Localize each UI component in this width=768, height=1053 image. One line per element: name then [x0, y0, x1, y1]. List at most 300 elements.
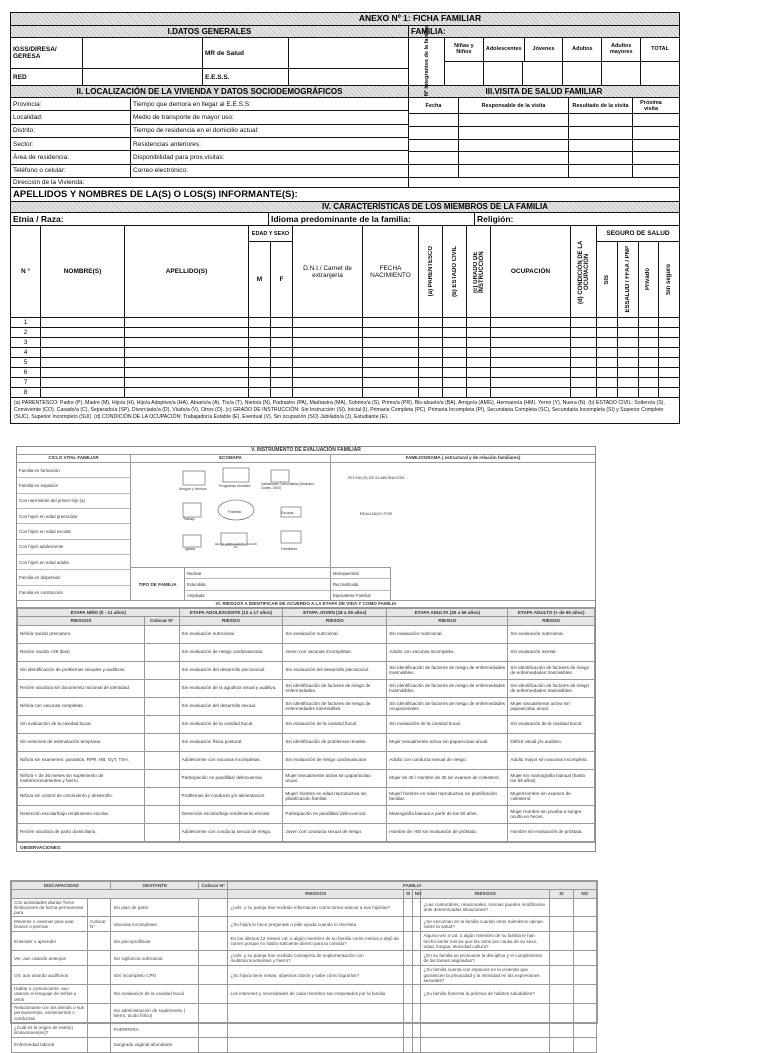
- seguro-cell[interactable]: [659, 378, 679, 387]
- tipo-familia-item: Monoparental: [331, 568, 390, 579]
- member-cell[interactable]: [41, 348, 125, 357]
- visit-cell[interactable]: [633, 165, 669, 177]
- member-cell[interactable]: [491, 338, 571, 347]
- member-cell[interactable]: [125, 388, 249, 397]
- familia-col-5: TOTAL: [651, 46, 669, 53]
- familia-value-4[interactable]: [602, 62, 641, 85]
- risk-cell: Adulto con vacunas incompleta.: [387, 643, 508, 661]
- eco-box-amigos: [183, 471, 205, 485]
- member-cell[interactable]: [293, 318, 363, 327]
- visit-cell[interactable]: [633, 114, 669, 126]
- member-cell[interactable]: [363, 378, 419, 387]
- risk-colocar-cell[interactable]: [144, 679, 179, 697]
- disc-colocar-cell[interactable]: [88, 898, 111, 917]
- risk-cell: Niño/a < de 36 meses sin suplemento de multimicronutrientes y hierro.: [18, 769, 145, 787]
- no-cell[interactable]: [412, 985, 421, 1004]
- seguro-cell[interactable]: [639, 378, 660, 387]
- member-cell[interactable]: [125, 358, 249, 367]
- seguro-cell[interactable]: [597, 388, 618, 397]
- risk-cell: Deserción escolar/bajo rendimiento escolar.: [18, 805, 145, 823]
- gest-colocar-cell[interactable]: [199, 932, 228, 951]
- gest-colocar-cell[interactable]: [199, 1037, 228, 1052]
- si-cell[interactable]: [403, 966, 412, 985]
- si-cell[interactable]: [550, 966, 573, 985]
- visit-cell[interactable]: [569, 165, 633, 177]
- no-cell[interactable]: [412, 1037, 421, 1052]
- member-cell[interactable]: [125, 318, 249, 327]
- no-cell[interactable]: [573, 1003, 596, 1022]
- member-cell[interactable]: [467, 368, 491, 377]
- red-value[interactable]: [83, 69, 203, 85]
- seguro-cell[interactable]: [659, 328, 679, 337]
- member-cell[interactable]: [491, 328, 571, 337]
- member-cell[interactable]: [467, 318, 491, 327]
- member-cell[interactable]: [293, 348, 363, 357]
- seguro-cell[interactable]: [618, 328, 639, 337]
- risk-colocar-cell[interactable]: [144, 715, 179, 733]
- member-cell[interactable]: [293, 368, 363, 377]
- seguro-cell[interactable]: [659, 318, 679, 327]
- member-cell[interactable]: [467, 338, 491, 347]
- seguro-cell[interactable]: [659, 368, 679, 377]
- seguro-cell[interactable]: [639, 358, 660, 367]
- member-cell[interactable]: [41, 378, 125, 387]
- no-cell[interactable]: [412, 898, 421, 917]
- member-cell[interactable]: [363, 338, 419, 347]
- seguro-cell[interactable]: [659, 338, 679, 347]
- member-row: [11, 358, 679, 368]
- no-cell[interactable]: [573, 898, 596, 917]
- gest-item: Vacunas incompletas: [111, 917, 199, 932]
- member-cell[interactable]: [271, 388, 293, 397]
- familia-col-0: Niñas y Niños: [445, 38, 484, 61]
- visit-cell[interactable]: [459, 140, 569, 152]
- member-cell[interactable]: [467, 378, 491, 387]
- si-cell[interactable]: [550, 1003, 573, 1022]
- risk-colocar-cell[interactable]: [144, 625, 179, 643]
- disc-item: Oír, aun usando audífonos: [12, 966, 88, 985]
- visit-cell[interactable]: [569, 114, 633, 126]
- disc-colocar-cell[interactable]: [88, 966, 111, 985]
- visit-cell[interactable]: [409, 165, 459, 177]
- si-cell[interactable]: [403, 898, 412, 917]
- familia-value-5[interactable]: [641, 62, 679, 85]
- familia-value-0[interactable]: [445, 62, 484, 85]
- member-cell[interactable]: [249, 348, 271, 357]
- no-cell[interactable]: [412, 1022, 421, 1037]
- familia-riesgo-2: ¿Su familia fomenta la práctica de hábitos saludables?: [421, 985, 550, 1004]
- eco-label-iglesia: Iglesia: [185, 547, 196, 551]
- risk-colocar-cell[interactable]: [144, 787, 179, 805]
- risk-cell: Mujer sexualmente activa sin papanicolau anual.: [387, 733, 508, 751]
- member-cell[interactable]: [571, 338, 597, 347]
- member-cell[interactable]: [419, 378, 443, 387]
- si-cell[interactable]: [403, 932, 412, 951]
- member-cell[interactable]: [491, 318, 571, 327]
- familia-riesgo-2: Alguna vez a Ud. o algún miembro de su familia le han hecho sentir menos que los otros por causa de su sexo, edad, lengua, etnicidad cultura?: [421, 932, 550, 951]
- seguro-cell[interactable]: [639, 338, 660, 347]
- member-cell[interactable]: [271, 328, 293, 337]
- familia-riesgo-1: ¿Uds. y su pareja han recibido consejería de suplementación con multimicronutrientes y hierro?: [228, 951, 404, 966]
- col-fecha: FECHA NACIMIENTO: [363, 226, 419, 317]
- member-cell[interactable]: [467, 348, 491, 357]
- member-cell[interactable]: [491, 368, 571, 377]
- no-cell[interactable]: [412, 1003, 421, 1022]
- col-parentesco: (a) PARENTESCO: [427, 246, 434, 297]
- visit-cell[interactable]: [633, 140, 669, 152]
- ciclo-item: Familia en contracción: [19, 590, 63, 596]
- disc-colocar-cell[interactable]: [88, 932, 111, 951]
- member-row: [11, 318, 679, 328]
- gest-colocar-cell[interactable]: [199, 951, 228, 966]
- risk-row: [18, 715, 595, 733]
- disc-colocar-cell[interactable]: Colocar N°: [88, 917, 111, 932]
- seguro-cell[interactable]: [618, 378, 639, 387]
- member-cell[interactable]: [443, 318, 467, 327]
- member-cell[interactable]: [125, 348, 249, 357]
- familia-value-2[interactable]: [523, 62, 562, 85]
- risk-colocar-cell[interactable]: [144, 751, 179, 769]
- visit-cell[interactable]: [409, 127, 459, 139]
- member-cell[interactable]: [363, 318, 419, 327]
- visit-col-0: Fecha: [409, 98, 459, 113]
- no3-header: NO: [412, 890, 421, 898]
- member-cell[interactable]: [571, 388, 597, 397]
- member-cell[interactable]: [125, 328, 249, 337]
- member-cell[interactable]: [491, 358, 571, 367]
- member-cell[interactable]: [571, 368, 597, 377]
- member-cell[interactable]: [443, 358, 467, 367]
- visit-cell[interactable]: [409, 140, 459, 152]
- member-cell[interactable]: [271, 358, 293, 367]
- ciclo-item: Familia en dispersión: [17, 570, 130, 585]
- member-cell[interactable]: [125, 378, 249, 387]
- member-cell[interactable]: [571, 378, 597, 387]
- no-cell[interactable]: [573, 1037, 596, 1052]
- seguro-cell[interactable]: [618, 388, 639, 397]
- eco-label-programas: Programas Sociales: [219, 484, 251, 488]
- member-cell[interactable]: [271, 378, 293, 387]
- seguro-cell[interactable]: [639, 328, 660, 337]
- risk-row: [18, 751, 595, 769]
- member-cell[interactable]: [443, 368, 467, 377]
- si-cell[interactable]: [550, 951, 573, 966]
- loc-row: [11, 151, 408, 164]
- member-cell[interactable]: [571, 358, 597, 367]
- member-cell[interactable]: [419, 338, 443, 347]
- familia-value-3[interactable]: [563, 62, 602, 85]
- no-cell[interactable]: [573, 917, 596, 932]
- gest-colocar-cell[interactable]: [199, 1022, 228, 1037]
- member-cell[interactable]: [467, 388, 491, 397]
- familia-riesgo-2: [421, 1037, 550, 1052]
- member-cell[interactable]: [363, 348, 419, 357]
- member-cell[interactable]: [125, 338, 249, 347]
- visit-cell[interactable]: [459, 127, 569, 139]
- col-m: M: [249, 242, 271, 317]
- risk-subheader: RIESGO: [508, 617, 595, 625]
- no-cell[interactable]: [573, 932, 596, 951]
- seguro-cell[interactable]: [597, 368, 618, 377]
- seguro-cell[interactable]: [597, 348, 618, 357]
- risk-subheader: Colocar N°: [144, 617, 179, 625]
- p3-row: [12, 898, 597, 917]
- member-cell[interactable]: [363, 358, 419, 367]
- member-cell[interactable]: [293, 338, 363, 347]
- gest-colocar-cell[interactable]: [199, 898, 228, 917]
- risk-colocar-cell[interactable]: [144, 643, 179, 661]
- familia-riesgo-2: ¿En su familia se promueve la disciplina y el cumplimiento de las tareas asignadas?: [421, 951, 550, 966]
- risk-cell: Sin evaluación nutricional.: [387, 625, 508, 643]
- risk-colocar-cell[interactable]: [144, 733, 179, 751]
- loc-row: [11, 98, 408, 111]
- seguro-cell[interactable]: [659, 348, 679, 357]
- member-row: [11, 378, 679, 388]
- risk-cell: Mujer de 45 / Hombre de 35 sin examen de colesterol.: [387, 769, 508, 787]
- member-cell[interactable]: [419, 388, 443, 397]
- seguro-cell[interactable]: [597, 358, 618, 367]
- visit-cell[interactable]: [459, 152, 569, 164]
- si-cell[interactable]: [550, 985, 573, 1004]
- member-cell[interactable]: [419, 328, 443, 337]
- member-cell[interactable]: [41, 368, 125, 377]
- risk-colocar-cell[interactable]: [144, 805, 179, 823]
- risk-row: [18, 643, 595, 661]
- member-cell[interactable]: [443, 388, 467, 397]
- si3b-header: SI: [550, 890, 573, 898]
- si-cell[interactable]: [403, 985, 412, 1004]
- risk-cell: Recién nacido <28 días): [18, 643, 145, 661]
- visit-cell[interactable]: [569, 140, 633, 152]
- familia-riesgo-1: [228, 1022, 404, 1037]
- member-cell[interactable]: [571, 328, 597, 337]
- gest-item: Sin administración de suplemento ( hierro, ácido fólico): [111, 1003, 199, 1022]
- tipo-familia-item: Ampliada: [187, 593, 205, 599]
- no-cell[interactable]: [412, 951, 421, 966]
- member-cell[interactable]: [293, 328, 363, 337]
- gest-colocar-cell[interactable]: [199, 1003, 228, 1022]
- mr-label: MR de Salud: [203, 38, 289, 68]
- seguro-cell[interactable]: [659, 358, 679, 367]
- risk-row: [18, 769, 595, 787]
- gest-colocar-cell[interactable]: [199, 966, 228, 985]
- disc-colocar-cell[interactable]: [88, 1037, 111, 1052]
- member-cell[interactable]: [271, 348, 293, 357]
- member-cell[interactable]: [443, 328, 467, 337]
- idioma-label: Idioma predominante de la familia:: [269, 213, 475, 225]
- member-cell[interactable]: [249, 338, 271, 347]
- si-cell[interactable]: [403, 917, 412, 932]
- member-cell[interactable]: [491, 378, 571, 387]
- member-cell[interactable]: [249, 328, 271, 337]
- member-cell[interactable]: [41, 388, 125, 397]
- si-cell[interactable]: [403, 1003, 412, 1022]
- visit-cell[interactable]: [409, 152, 459, 164]
- visit-cell[interactable]: [569, 152, 633, 164]
- visit-cell[interactable]: [633, 127, 669, 139]
- member-cell[interactable]: [571, 348, 597, 357]
- col-ocupacion: OCUPACIÓN: [491, 226, 571, 317]
- member-number: 2: [11, 328, 41, 337]
- col-apellido: APELLIDO(S): [125, 226, 249, 317]
- member-cell[interactable]: [419, 318, 443, 327]
- seguro-cell[interactable]: [639, 318, 660, 327]
- no-cell[interactable]: [573, 985, 596, 1004]
- igss-value[interactable]: [83, 38, 203, 68]
- stage-header: ETAPA ADULTO (+ de 60 años): [508, 609, 595, 617]
- member-cell[interactable]: [271, 338, 293, 347]
- seguro-cell[interactable]: [597, 328, 618, 337]
- eco-box-trabajo: [183, 503, 201, 517]
- risk-cell: Sin evaluación de la cavidad bucal.: [387, 715, 508, 733]
- member-cell[interactable]: [249, 368, 271, 377]
- member-cell[interactable]: [125, 368, 249, 377]
- visit-cell[interactable]: [569, 127, 633, 139]
- si-cell[interactable]: [550, 932, 573, 951]
- loc-right-label: Residencias anteriores:: [133, 140, 201, 148]
- risk-cell: Sin evaluación física postural.: [179, 733, 283, 751]
- gest-header: GESTANTE: [111, 882, 199, 890]
- si-cell[interactable]: [550, 917, 573, 932]
- member-cell[interactable]: [419, 358, 443, 367]
- si-cell[interactable]: [550, 1037, 573, 1052]
- risk-cell: Sin identificación de factores de riesgo de enfermedades trasmisibles.: [387, 661, 508, 679]
- si-cell[interactable]: [550, 1022, 573, 1037]
- religion-label: Religión:: [477, 214, 514, 224]
- disc-colocar-cell[interactable]: [88, 1003, 111, 1022]
- section-iv-header: IV. CARACTERÍSTICAS DE LOS MIEMBROS DE LA FAMILIA: [321, 202, 549, 211]
- familia-value-1[interactable]: [484, 62, 523, 85]
- loc-left-label: Área de residencia:: [11, 151, 131, 163]
- no-cell[interactable]: [573, 1022, 596, 1037]
- seguro-cell[interactable]: [597, 338, 618, 347]
- no-cell[interactable]: [412, 932, 421, 951]
- seguro-cell[interactable]: [618, 358, 639, 367]
- disc-item: ¿Cuál es la origen de este(s) limitaciones(es)?: [12, 1022, 88, 1037]
- seguro-cell[interactable]: [597, 318, 618, 327]
- si-cell[interactable]: [403, 1037, 412, 1052]
- gest-colocar-cell[interactable]: [199, 917, 228, 932]
- risk-colocar-cell[interactable]: [144, 697, 179, 715]
- risk-cell: Sin evaluación del desarrollo psicosocial.: [179, 661, 283, 679]
- member-cell[interactable]: [293, 378, 363, 387]
- visit-cell[interactable]: [459, 114, 569, 126]
- no-cell[interactable]: [412, 966, 421, 985]
- member-cell[interactable]: [443, 378, 467, 387]
- member-cell[interactable]: [293, 388, 363, 397]
- familia-riesgo-1: ¿Uds. y su pareja han recibido información como tomar educar a sus hijos/as?: [228, 898, 404, 917]
- disc-colocar-cell[interactable]: [88, 985, 111, 1004]
- member-cell[interactable]: [363, 368, 419, 377]
- disc-colocar-cell[interactable]: [88, 1022, 111, 1037]
- member-cell[interactable]: [41, 338, 125, 347]
- no-cell[interactable]: [573, 951, 596, 966]
- member-cell[interactable]: [41, 318, 125, 327]
- member-cell[interactable]: [41, 358, 125, 367]
- risk-cell: Sin evaluación de riesgo cardiovascular.: [179, 643, 283, 661]
- member-cell[interactable]: [293, 358, 363, 367]
- member-cell[interactable]: [443, 348, 467, 357]
- loc-row: [11, 165, 408, 177]
- col-f: F: [279, 276, 284, 283]
- visit-header-row: [409, 98, 679, 114]
- seguro-cell[interactable]: [639, 388, 660, 397]
- mr-value[interactable]: [289, 38, 408, 68]
- seguro-cell[interactable]: [639, 348, 660, 357]
- member-cell[interactable]: [491, 348, 571, 357]
- si-cell[interactable]: [550, 898, 573, 917]
- seguro-cell[interactable]: [618, 338, 639, 347]
- section-vi-header: VI. RIESGOS A IDENTIFICAR DE ACUERDO A LA ETAPA DE VIDA Y COMO FAMILIA: [17, 601, 595, 608]
- member-cell[interactable]: [467, 358, 491, 367]
- no-cell[interactable]: [412, 917, 421, 932]
- risk-cell: Hombre de >50 sin evaluación de próstata.: [387, 823, 508, 841]
- loc-row: [11, 111, 408, 124]
- visit-cell[interactable]: [633, 152, 669, 164]
- visit-cell[interactable]: [409, 114, 459, 126]
- stage-header: ETAPA ADULTA (30 a 59 años): [387, 609, 508, 617]
- eess-value[interactable]: [289, 69, 408, 85]
- disc-colocar-cell[interactable]: [88, 951, 111, 966]
- risk-cell: Sin identificación de factores de riesgo de enfermedades trasmisibles.: [508, 679, 595, 697]
- seguro-cell[interactable]: [659, 388, 679, 397]
- col-n: N °: [11, 226, 41, 317]
- member-cell[interactable]: [363, 328, 419, 337]
- gest-colocar-cell[interactable]: [199, 985, 228, 1004]
- tipo-familia-item: Equivalente Familiar: [333, 593, 371, 599]
- member-cell[interactable]: [249, 378, 271, 387]
- risk-colocar-cell[interactable]: [144, 823, 179, 841]
- member-cell[interactable]: [571, 318, 597, 327]
- ciclo-item: Con hijo/s en edad preescolar: [17, 509, 130, 524]
- footnote: (a) PARENTESCO: Padre (P), Madre (M), Hijo/a (H), Hijo/a Adoptivo/a (HA), Abuelo/a (A), Tío/a (T), Nieto/a (N), Padrastro (PA), Madrastra (MA), Sobrino/a (S), Primo/a (PR), Bis-abuelo/a (BA), Amigo/a (AMG), Hermano/a (HM), Yerno (Y), Nuera (N). (b) ESTADO CIVIL: Soltero/a (S), Conviviente (CO), Casado/a (C), Separado/a (SP), Divorciado/a (D), Viudo/a (V), Otros (O). (c) GRADO DE INSTRUCCIÓN: Sin Instrucción (SI), Inicial (I), Primaria Completa (PC), Primaria Incompleta (PI), Secundaria Completa (SC), Secundaria Incompleta (SI) y Superior Completo (SUC), Superior Incompleto (SUI). (d) CONDICIÓN DE LA OCUPACIÓN: Trabajador/a Estable (E), Eventual (V), Sin ocupación (SO) Jubilado/a (J), Estudiante (E).: [14, 400, 665, 421]
- member-cell[interactable]: [443, 338, 467, 347]
- member-number: 3: [11, 338, 41, 347]
- risk-cell: Participación en pandillas/ delincuencia.: [179, 769, 283, 787]
- familia3-header: FAMILIA: [228, 882, 597, 890]
- member-cell[interactable]: [249, 388, 271, 397]
- no-cell[interactable]: [573, 966, 596, 985]
- tipo-familia-item: Reconstituida: [331, 579, 390, 590]
- member-cell[interactable]: [41, 328, 125, 337]
- member-cell[interactable]: [271, 368, 293, 377]
- member-cell[interactable]: [419, 368, 443, 377]
- member-cell[interactable]: [249, 358, 271, 367]
- seguro-cell[interactable]: [618, 318, 639, 327]
- si-cell[interactable]: [403, 951, 412, 966]
- seguro-cell[interactable]: [618, 348, 639, 357]
- seguro-cell[interactable]: [618, 368, 639, 377]
- risk-colocar-cell[interactable]: [144, 769, 179, 787]
- risk-cell: Mujer Hombre sin prueba a sangre oculta en heces.: [508, 805, 595, 823]
- si-cell[interactable]: [403, 1022, 412, 1037]
- member-cell[interactable]: [249, 318, 271, 327]
- risk-colocar-cell[interactable]: [144, 661, 179, 679]
- member-cell[interactable]: [271, 318, 293, 327]
- seguro-cell[interactable]: [639, 368, 660, 377]
- member-cell[interactable]: [467, 328, 491, 337]
- seguro-cell[interactable]: [597, 378, 618, 387]
- familia-riesgo-2: ¿Las costumbres, relacionales, normas pueden modificarse ante determinadas situaciones?: [421, 898, 550, 917]
- disc-item: Con actividades diarias Tiene limitaciones de forma permanente para: [12, 898, 88, 917]
- risk-row: [18, 805, 595, 823]
- risk-cell: Sin identificación de factores de riesgo de enfermedades trasmisibles.: [387, 679, 508, 697]
- member-cell[interactable]: [491, 388, 571, 397]
- member-cell[interactable]: [419, 348, 443, 357]
- visit-cell[interactable]: [459, 165, 569, 177]
- col-essalud: ESSALUD / FFAA / PNP: [624, 246, 631, 313]
- member-cell[interactable]: [363, 388, 419, 397]
